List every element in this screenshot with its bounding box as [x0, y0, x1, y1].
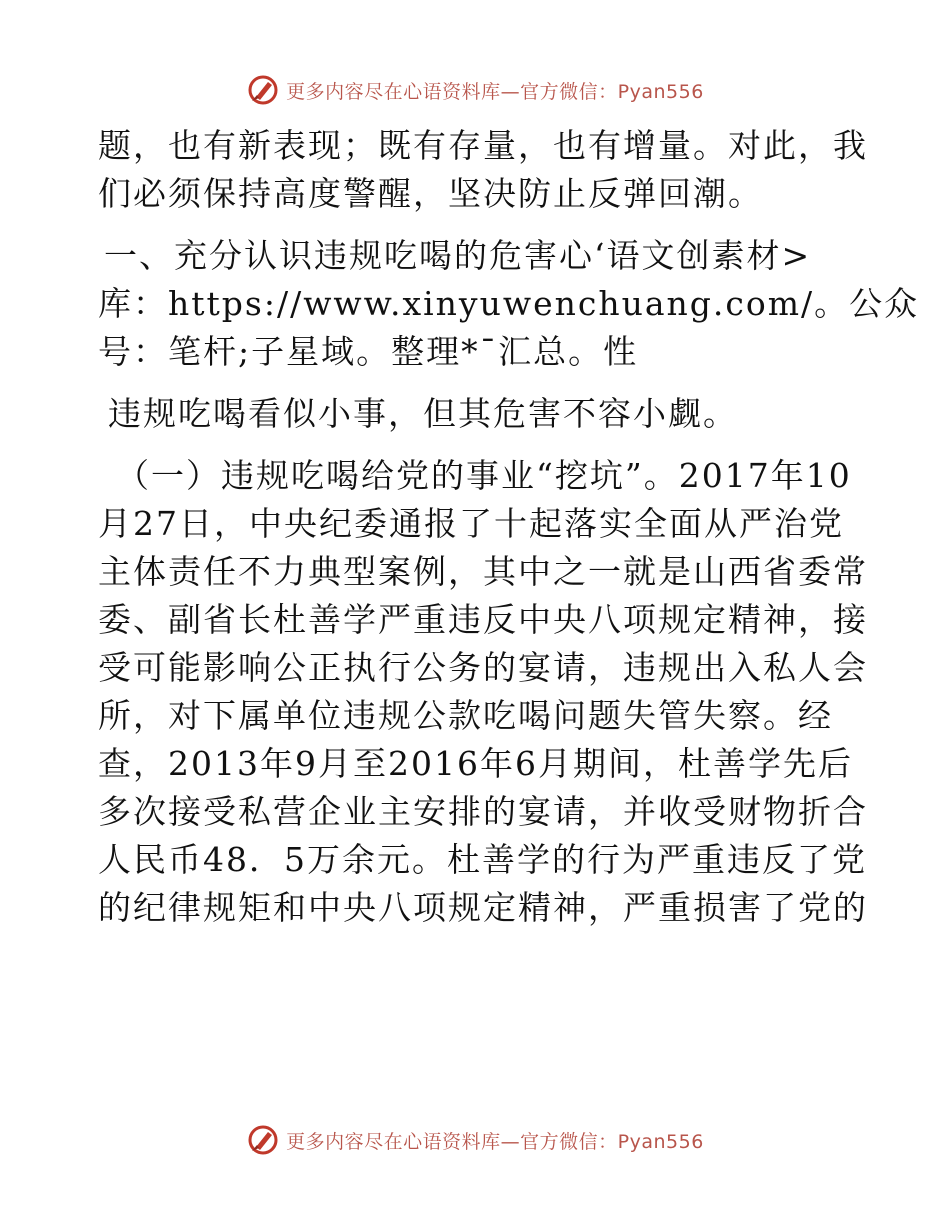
text-line: 多次接受私营企业主安排的宴请，并收受财物折合 [98, 792, 868, 831]
header-watermark-banner [0, 70, 950, 110]
text-line: 所，对下属单位违规公款吃喝问题失管失察。经 [98, 696, 833, 735]
heading-line: 库：https://www.xinyuwenchuang.com/。公众 [98, 284, 920, 323]
text-line: 受可能影响公正执行公务的宴请，违规出入私人会 [98, 648, 868, 687]
banner-text: 更多内容尽在心语资料库—官方微信：Pyan556 [286, 1130, 704, 1153]
heading-line: 一、充分认识违规吃喝的危害心‘语文创素材> [104, 236, 812, 275]
text-line: 的纪律规矩和中央八项规定精神，严重损害了党的 [98, 888, 868, 927]
paragraph-case [98, 452, 868, 932]
paragraph-intro [98, 390, 858, 438]
text-line: 人民币48．5万余元。杜善学的行为严重违反了党 [98, 840, 867, 879]
text-line: 违规吃喝看似小事，但其危害不容小觑。 [108, 394, 738, 433]
document-body [98, 122, 920, 932]
text-line: （一）违规吃喝给党的事业“挖坑”。2017年10 [116, 456, 852, 495]
pen-logo-icon [246, 1123, 280, 1157]
text-line: 委、副省长杜善学严重违反中央八项规定精神，接 [98, 600, 868, 639]
text-line: 主体责任不力典型案例，其中之一就是山西省委常 [98, 552, 868, 591]
text-line: 查，2013年9月至2016年6月期间，杜善学先后 [98, 744, 853, 783]
text-line: 月27日，中央纪委通报了十起落实全面从严治党 [98, 504, 844, 543]
text-line: 题，也有新表现；既有存量，也有增量。对此，我 [98, 126, 868, 165]
banner-text: 更多内容尽在心语资料库—官方微信：Pyan556 [286, 80, 704, 103]
section-heading-1 [98, 232, 920, 376]
heading-line: 号：笔杆;子星域。整理*¯汇总。性 [98, 332, 639, 371]
text-line: 们必须保持高度警醒，坚决防止反弹回潮。 [98, 174, 763, 213]
paragraph-continuation [98, 122, 868, 218]
footer-watermark-banner [0, 1120, 950, 1160]
pen-logo-icon [246, 73, 280, 107]
